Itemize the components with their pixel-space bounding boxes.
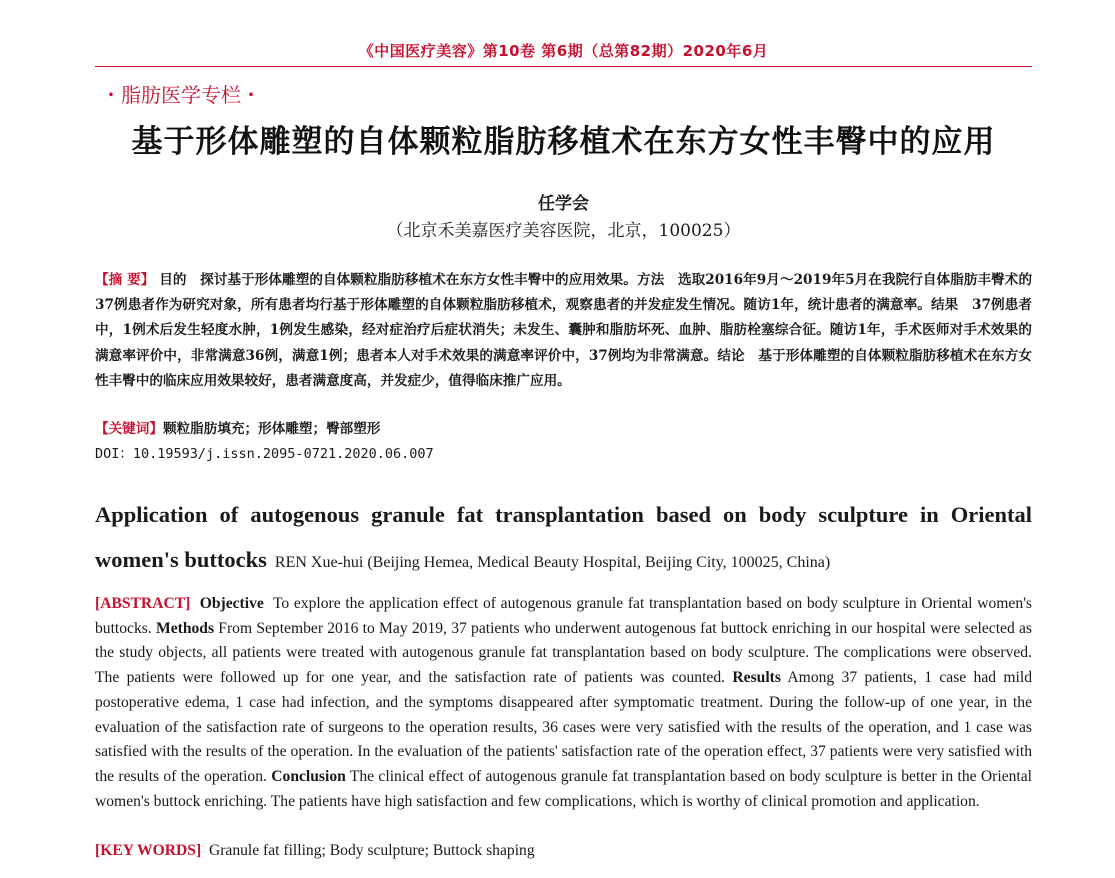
chinese-title: 基于形体雕塑的自体颗粒脂肪移植术在东方女性丰臀中的应用 xyxy=(131,124,996,160)
header-divider xyxy=(95,66,1032,67)
doi: DOI：10.19593/j.issn.2095-0721.2020.06.007 xyxy=(95,446,434,462)
column-tag: ・脂肪医学专栏・ xyxy=(101,83,261,107)
english-author-affiliation: REN Xue-hui (Beijing Hemea, Medical Beauty Hospital, Beijing City, 100025, China) xyxy=(274,554,831,571)
english-abstract-label: [ABSTRACT] xyxy=(95,595,191,612)
english-title-line1: Application of autogenous granule fat transplantation based on body sculpture in Oriental xyxy=(95,502,1032,527)
english-keywords xyxy=(95,840,1032,862)
english-conclusion-text: The clinical effect of autogenous granule fat transplantation based on body sculpture is better in the Oriental women's buttock enriching. The patients have high satisfaction and few complications, which is worthy of clinical promotion and application. xyxy=(95,767,1033,810)
english-results-label: Results xyxy=(732,669,781,687)
journal-header: 《中国医疗美容》第10卷 第6期（总第82期）2020年6月 xyxy=(358,42,769,60)
chinese-methods-text: 选取2016年9月～2019年5月在我院行自体脂肪丰臀术的37例患者作为研究对象，所有患者均行基于形体雕塑的自体颗粒脂肪移植术，观察患者的并发症发生情况。随访1年，统计患者的满意率。 xyxy=(95,272,1033,314)
chinese-results-label: 结果 xyxy=(930,297,959,314)
chinese-conclusion-label: 结论 xyxy=(717,347,745,364)
english-results-text: Among 37 patients, 1 case had mild postoperative edema, 1 case had infection, and the symptoms disappeared after symptomatic treatment. During the follow-up of one year, in the evaluation of the satisfaction rate of surgeons to the operation results, 36 cases were very satisfied with the results of the operation, and 1 case was satisfied with the results of the operation. In the evaluation of the patients' satisfaction rate of the operation effect, 37 patients were very satisfied with the results of the operation. xyxy=(95,669,1033,785)
english-objective-text: To explore the application effect of autogenous granule fat transplantation based on body sculpture in Oriental women's buttocks. xyxy=(95,595,1033,637)
chinese-abstract-label: 【摘 要】 xyxy=(95,272,155,288)
chinese-objective-text: 探讨基于形体雕塑的自体颗粒脂肪移植术在东方女性丰臀中的应用效果。 xyxy=(200,272,637,288)
chinese-keywords xyxy=(95,418,1032,440)
english-conclusion-label: Conclusion xyxy=(271,767,346,785)
chinese-abstract xyxy=(95,268,1032,394)
chinese-author: 任学会 xyxy=(538,194,589,214)
chinese-methods-label: 方法 xyxy=(636,272,665,288)
english-title-end: women's buttocks xyxy=(95,547,267,572)
english-methods-label: Methods xyxy=(156,619,215,637)
english-keywords-text: Granule fat filling; Body sculpture; Buttock shaping xyxy=(208,842,535,859)
english-keywords-label: [KEY WORDS] xyxy=(95,842,202,859)
chinese-results-text: 37例患者中，1例术后发生轻度水肿，1例发生感染，经对症治疗后症状消失；未发生、囊肿和脂肪坏死、血肿、脂肪栓塞综合征。随访1年，手术医师对手术效果的满意率评价中，非常满意36例，满意1例；患者本人对手术效果的满意率评价中，37例均为非常满意。 xyxy=(95,297,1033,364)
chinese-keywords-label: 【关键词】 xyxy=(95,421,163,437)
english-title-line2 xyxy=(95,545,1032,578)
english-methods-text: From September 2016 to May 2019, 37 patients who underwent autogenous fat buttock enriching in our hospital were selected as the study objects, all patients were treated with autogenous granule fat transplantation based on body sculpture. The complications were observed. The patients were followed up for one year, and the satisfaction rate of patients was counted. xyxy=(95,619,1032,687)
chinese-keywords-text: 颗粒脂肪填充；形体雕塑；臀部塑形 xyxy=(162,421,381,437)
english-abstract xyxy=(95,592,1032,814)
chinese-conclusion-text: 基于形体雕塑的自体颗粒脂肪移植术在东方女性丰臀中的临床应用效果较好，患者满意度高，并发症少，值得临床推广应用。 xyxy=(95,347,1033,389)
english-objective-label: Objective xyxy=(199,595,264,612)
chinese-objective-label: 目的 xyxy=(159,272,187,288)
chinese-affiliation: （北京禾美嘉医疗美容医院，北京，100025） xyxy=(386,221,741,241)
